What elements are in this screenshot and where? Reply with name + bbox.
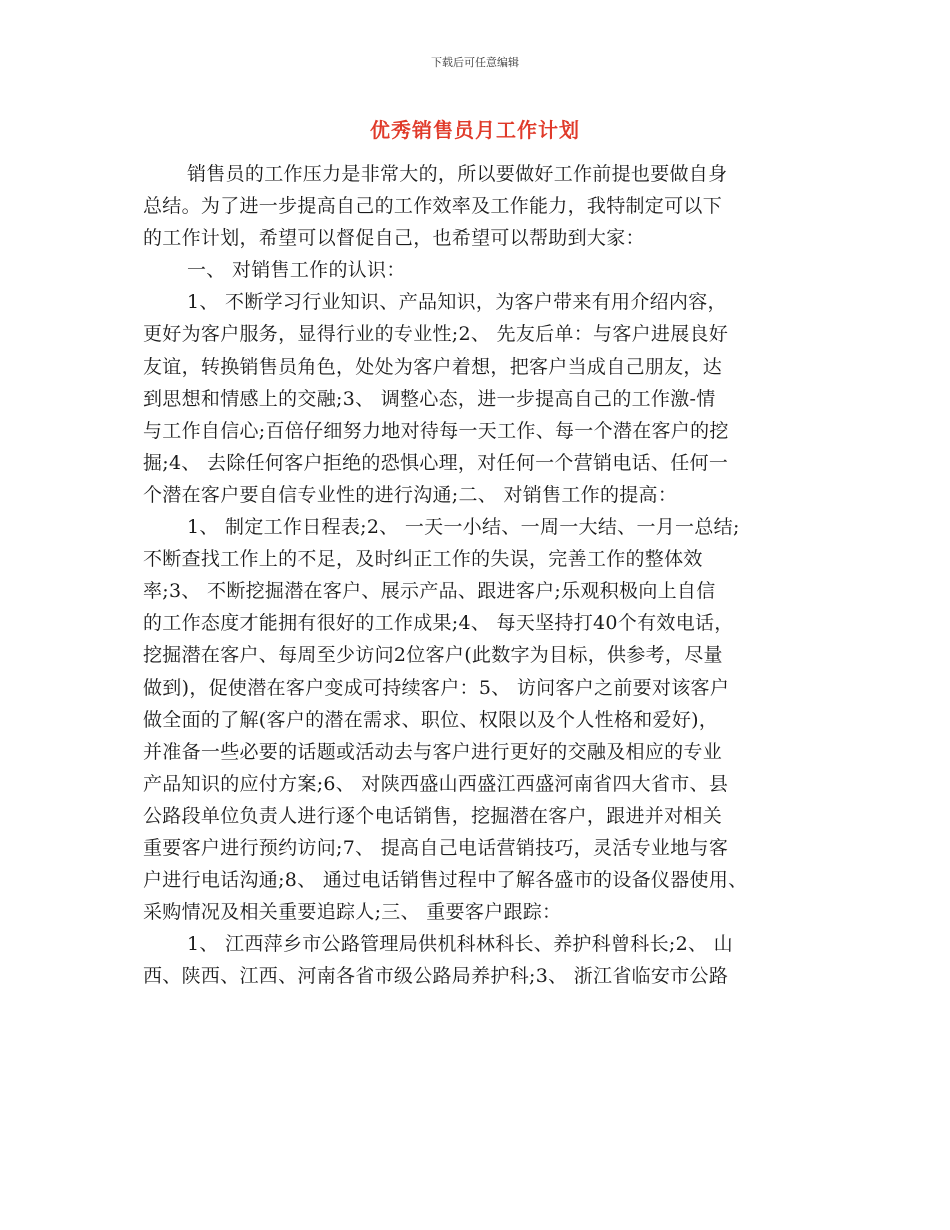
paragraph-line: 做到)，促使潜在客户变成可持续客户：5、 访问客户之前要对该客户 xyxy=(143,676,730,699)
paragraph-line: 不断查找工作上的不足，及时纠正工作的失误，完善工作的整体效 xyxy=(143,548,703,571)
paragraph-line: 到思想和情感上的交融;3、 调整心态，进一步提高自己的工作激-情 xyxy=(143,387,716,410)
paragraph-line: 公路段单位负责人进行逐个电话销售，挖掘潜在客户，跟进并对相关 xyxy=(143,804,723,827)
paragraph-line: 并准备一些必要的话题或活动去与客户进行更好的交融及相应的专业 xyxy=(143,740,723,763)
document-body xyxy=(143,158,819,992)
paragraph-line: 个潜在客户要自信专业性的进行沟通;二、 对销售工作的提高： xyxy=(143,483,678,506)
paragraph-line: 采购情况及相关重要追踪人;三、 重要客户跟踪： xyxy=(143,901,562,924)
paragraph-line: 销售员的工作压力是非常大的，所以要做好工作前提也要做自身 xyxy=(187,163,728,185)
paragraph-line: 友谊，转换销售员角色，处处为客户着想，把客户当成自己朋友，达 xyxy=(143,355,723,378)
paragraph-line: 做全面的了解(客户的潜在需求、职位、权限以及个人性格和爱好)， xyxy=(143,708,719,731)
paragraph-line: 1、 制定工作日程表;2、 一天一小结、一周一大结、一月一总结; xyxy=(187,516,740,539)
paragraph-line: 1、 不断学习行业知识、产品知识，为客户带来有用介绍内容， xyxy=(187,291,727,314)
paragraph-line: 的工作计划，希望可以督促自己，也希望可以帮助到大家： xyxy=(143,227,645,250)
paragraph-line: 率;3、 不断挖掘潜在客户、展示产品、跟进客户;乐观积极向上自信 xyxy=(143,580,716,603)
paragraph-line: 西、陕西、江西、河南各省市级公路局养护科;3、 浙江省临安市公路 xyxy=(143,965,729,988)
paragraph-line: 更好为客户服务，显得行业的专业性;2、 先友后单：与客户进展良好 xyxy=(143,323,729,346)
paragraph-line: 户进行电话沟通;8、 通过电话销售过程中了解各盛市的设备仪器使用、 xyxy=(143,869,748,892)
paragraph-line: 产品知识的应付方案;6、 对陕西盛山西盛江西盛河南省四大省市、县 xyxy=(143,772,729,795)
paragraph-line: 1、 江西萍乡市公路管理局供机科林科长、养护科曾科长;2、 山 xyxy=(187,933,733,956)
header-note: 下载后可任意编辑 xyxy=(431,56,519,69)
paragraph-line: 总结。为了进一步提高自己的工作效率及工作能力，我特制定可以下 xyxy=(143,195,723,218)
paragraph-line: 与工作自信心;百倍仔细努力地对待每一天工作、每一个潜在客户的挖 xyxy=(143,419,729,442)
paragraph-line: 挖掘潜在客户、每周至少访问2位客户(此数字为目标，供参考，尽量 xyxy=(143,644,723,667)
paragraph-line: 掘;4、 去除任何客户拒绝的恐惧心理，对任何一个营销电话、任何一 xyxy=(143,451,729,474)
paragraph-line: 重要客户进行预约访问;7、 提高自己电话营销技巧，灵活专业地与客 xyxy=(143,836,729,859)
paragraph-line: 一、 对销售工作的认识： xyxy=(187,259,406,282)
paragraph-line: 的工作态度才能拥有很好的工作成果;4、 每天坚持打40个有效电话， xyxy=(143,612,734,635)
document-title: 优秀销售员月工作计划 xyxy=(370,118,580,142)
